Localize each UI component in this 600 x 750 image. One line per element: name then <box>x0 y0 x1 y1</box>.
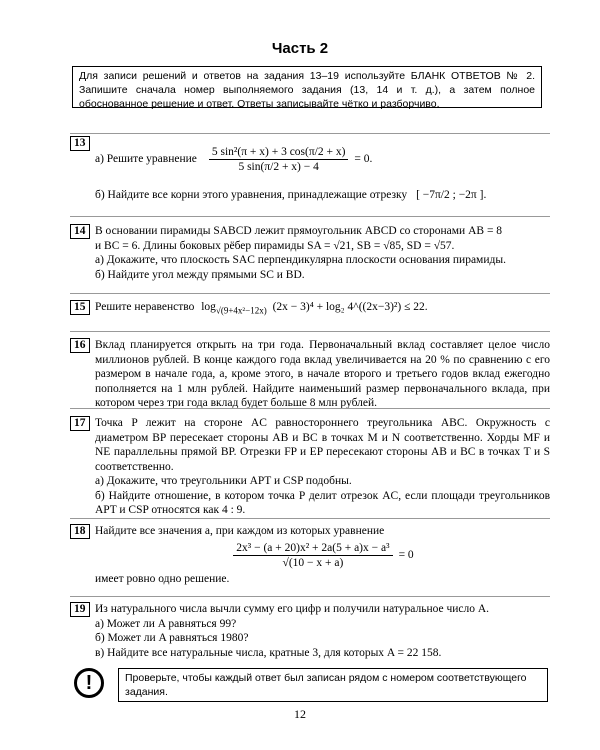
task-17 <box>70 416 550 518</box>
task-18-after: имеет ровно одно решение. <box>95 572 230 585</box>
task-15-text: Решите неравенство <box>95 301 195 313</box>
divider <box>70 518 550 519</box>
task-14-line1: В основании пирамиды SABCD лежит прямоугольник ABCD со сторонами AB = 8 <box>95 225 503 237</box>
task-19-b: б) Может ли A равняться 1980? <box>95 632 249 644</box>
task-number: 18 <box>70 524 90 539</box>
equation-numerator: 2x³ − (a + 20)x² + 2a(5 + a)x − a³ <box>233 541 392 556</box>
exclamation-icon: ! <box>74 668 104 698</box>
task-number: 16 <box>70 338 90 353</box>
task-13-interval: [ −7π/2 ; −2π ]. <box>416 189 487 201</box>
instructions-box: Для записи решений и ответов на задания 13–19 используйте БЛАНК ОТВЕТОВ № 2. Запишите сначала номер выполняемого задания (13, 14 и т. д.), а затем полное обоснованное решение и ответ. Ответы записывайте чётко и разборчиво. <box>72 66 542 108</box>
task-13 <box>70 136 550 203</box>
equation-denominator: 5 sin(π/2 + x) − 4 <box>238 160 319 173</box>
task-number: 13 <box>70 136 90 151</box>
task-17-b: б) Найдите отношение, в котором точка P делит отрезок AC, если площади треугольников APT и CSP относятся как 4 : 9. <box>95 489 550 516</box>
task-17-text: Точка P лежит на стороне AC равностороннего треугольника ABC. Окружность с диаметром BP пересекает стороны AB и BC в точках M и N соответственно. Хорды MF и NE параллельны прямой BP. Отрезки FP и EP пересекают стороны AB и BC в точках T и S соответственно. <box>95 417 550 473</box>
part-title: Часть 2 <box>271 40 329 57</box>
task-18 <box>70 524 550 586</box>
task-19-a: а) Может ли A равняться 99? <box>95 617 237 630</box>
task-number: 15 <box>70 300 90 315</box>
task-19 <box>70 602 550 660</box>
task-14-b: б) Найдите угол между прямыми SC и BD. <box>95 268 305 281</box>
task-18-text: Найдите все значения a, при каждом из которых уравнение <box>95 525 385 537</box>
task-18-equation <box>233 541 392 570</box>
task-14-a: а) Докажите, что плоскость SAC перпендикулярна плоскости основания пирамиды. <box>95 254 506 266</box>
task-19-c: в) Найдите все натуральные числа, кратные 3, для которых A = 22 158. <box>95 646 442 659</box>
page-number: 12 <box>294 707 306 721</box>
task-number: 19 <box>70 602 90 617</box>
task-16-text: Вклад планируется открыть на три года. Первоначальный вклад составляет целое число миллионов рублей. В конце каждого года вклад увеличивается на 20 % по сравнению с его размером в начале года, а, кроме этого, в начале второго и третьего годов вклад ежегодно пополняется на 1 млн рублей. Найдите наименьший размер первоначального вклада, при котором через три года вклад будет больше 8 млн рублей. <box>95 339 550 409</box>
task-15-expression: (2x − 3)⁴ + log₂ 4^((2x−3)²) ≤ 22. <box>272 301 428 313</box>
equation-denominator: √(10 − x + a) <box>282 556 344 569</box>
task-number: 17 <box>70 416 90 431</box>
divider <box>70 133 550 134</box>
task-13-a-label: а) Решите уравнение <box>95 152 197 165</box>
equation-numerator: 5 sin²(π + x) + 3 cos(π/2 + x) <box>209 145 349 160</box>
task-13-b-text: б) Найдите все корни этого уравнения, принадлежащие отрезку <box>95 189 408 201</box>
equation-tail: = 0 <box>398 548 414 561</box>
task-14 <box>70 224 550 282</box>
divider <box>70 216 550 217</box>
divider <box>70 293 550 294</box>
notice-text: Проверьте, чтобы каждый ответ был записан рядом с номером соответствующего задания. <box>118 668 548 702</box>
task-15: 15 Решите неравенство $\log_{√(9+4x^2-12x)} (2x - 3)^4 + \log_2$ 4^((2x−3)²) ≤ 22. <box>70 300 550 318</box>
divider <box>70 408 550 409</box>
task-14-line2: и BC = 6. Длины боковых рёбер пирамиды SA = √21, SB = √85, SD = √57. <box>95 239 455 252</box>
task-19-text: Из натурального числа вычли сумму его цифр и получили натуральное число A. <box>95 603 490 615</box>
task-number: 14 <box>70 224 90 239</box>
divider <box>70 596 550 597</box>
task-17-a: а) Докажите, что треугольники APT и CSP подобны. <box>95 475 352 487</box>
divider <box>70 331 550 332</box>
equation-tail: = 0. <box>354 152 373 165</box>
task-16 <box>70 338 550 411</box>
notice <box>74 668 550 702</box>
log-base: √(9+4x²−12x) <box>215 305 267 316</box>
task-13-equation <box>209 145 349 174</box>
